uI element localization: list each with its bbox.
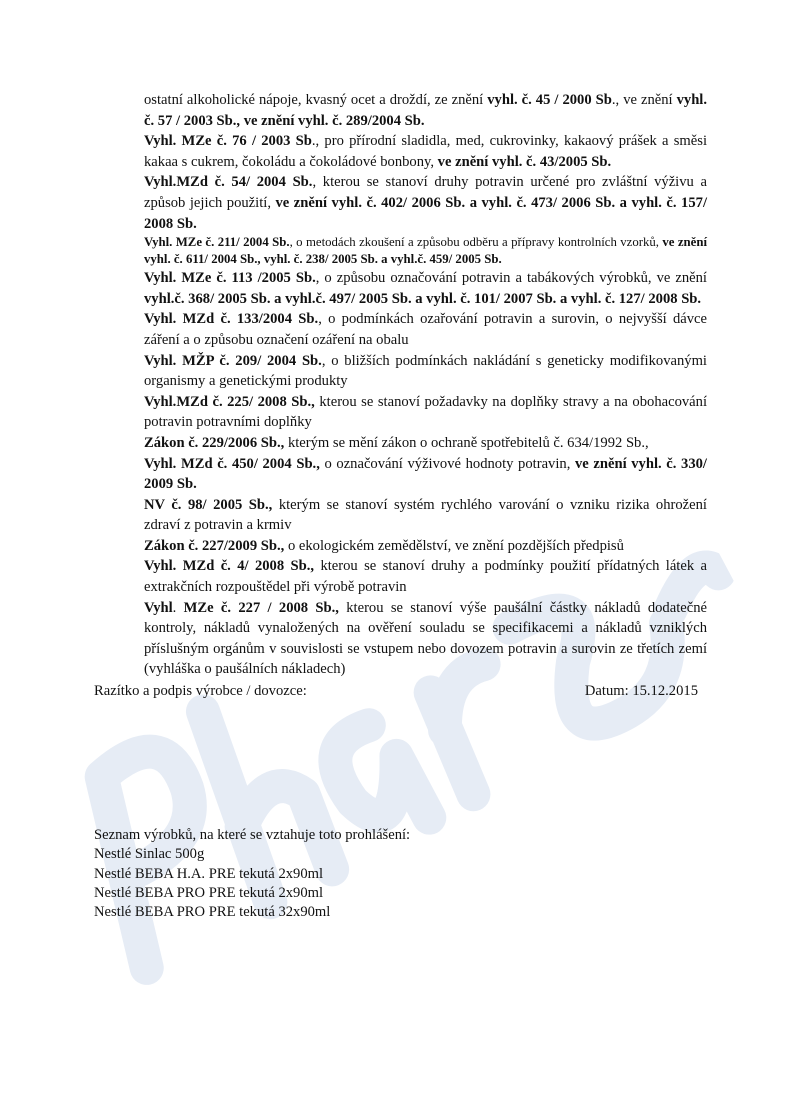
legislation-reference: vyhl. č. 45 / 2000 Sb	[487, 92, 612, 108]
legislation-text: kterou se stanoví požadavky na doplňky stravy a na obohacování potravin potravními doplňky	[144, 393, 708, 431]
legislation-text: , o metodách zkoušení a způsobu odběru a přípravy kontrolních vzorků,	[289, 235, 663, 250]
legislation-reference: MZe č. 227 / 2008 Sb.,	[183, 599, 339, 616]
date-label: Datum: 15.12.2015	[584, 683, 698, 699]
legislation-entry-mzd-54-2004	[144, 172, 707, 234]
legislation-entry-mze-113-2005	[144, 268, 707, 309]
legislation-reference: Vyhl. MZe č. 76 / 2003 Sb	[144, 133, 312, 150]
legislation-reference: ve znění vyhl. č. 611/ 2004 Sb., vyhl. č. 238/ 2005 Sb. a vyhl.č. 459/ 2005 Sb.	[144, 235, 707, 267]
legislation-entry-mze-211-2004	[144, 234, 707, 268]
legislation-text: o ekologickém zemědělství, ve znění pozdějších předpisů	[284, 537, 624, 554]
legislation-reference: ve znění vyhl. č. 330/ 2009 Sb.	[144, 455, 707, 493]
legislation-reference: Vyhl	[144, 599, 173, 616]
legislation-reference: Zákon č. 229/2006 Sb.,	[144, 434, 285, 451]
legislation-text: ostatní alkoholické nápoje, kvasný ocet a droždí, ze znění	[144, 92, 488, 108]
legislation-entry-zakon-227-2009	[144, 536, 707, 557]
product-list-heading: Seznam výrobků, na které se vztahuje toto prohlášení:	[94, 827, 411, 843]
legislation-text: kterou se stanoví druhy a podmínky použití přídatných látek a extrakčních rozpouštědel při výrobě potravin	[144, 558, 707, 596]
legislation-reference: Vyhl. MZe č. 113 /2005 Sb.	[144, 270, 316, 287]
legislation-entry-mzd-133-2004	[144, 309, 707, 350]
legislation-reference: Vyhl. MZd č. 133/2004 Sb.	[144, 311, 319, 328]
legislation-entry-mzp-209-2004	[144, 351, 707, 392]
legislation-entry-mze-76-2003	[144, 131, 707, 172]
legislation-reference: Vyhl. MZd č. 450/ 2004 Sb.,	[144, 455, 320, 472]
legislation-entry-zakon-229-2006	[144, 433, 707, 454]
legislation-text: kterým se mění zákon o ochraně spotřebitelů č. 634/1992 Sb.,	[284, 434, 649, 451]
signature-row	[94, 683, 704, 700]
product-item: Nestlé BEBA PRO PRE tekutá 2x90ml	[94, 884, 324, 901]
product-list	[94, 826, 410, 922]
legislation-text: , o podmínkách ozařování potravin a surovin, o nejvyšší dávce záření a o způsobu označení ozáření na obalu	[144, 311, 707, 348]
legislation-reference: vyhl.č. 368/ 2005 Sb. a vyhl.č. 497/ 2005 Sb. a vyhl. č. 101/ 2007 Sb. a vyhl. č. 127/ 2008 Sb.	[144, 290, 702, 307]
legislation-entry-mzd-225-2008	[144, 392, 707, 433]
legislation-text: ., ve znění	[611, 92, 677, 108]
legislation-entry-alcohol	[144, 90, 707, 131]
legislation-reference: ve znění vyhl. č. 43/2005 Sb.	[437, 153, 612, 170]
legislation-text: , o způsobu označování potravin a tabákových výrobků, ve znění	[315, 270, 707, 287]
legislation-reference: NV č. 98/ 2005 Sb.,	[144, 496, 273, 513]
legislation-reference: vyhl. č. 57 / 2003 Sb., ve znění vyhl. č. 289/2004 Sb.	[144, 92, 708, 129]
legislation-text: kterým se stanoví systém rychlého varování o vzniku rizika ohrožení zdraví z potravin a krmiv	[144, 496, 707, 534]
legislation-text: , o bližších podmínkách nakládání s geneticky modifikovanými organismy a genetickými produkty	[144, 352, 707, 390]
legislation-reference: Vyhl. MZe č. 211/ 2004 Sb.	[144, 235, 290, 250]
product-item: Nestlé Sinlac 500g	[94, 846, 205, 863]
legislation-entry-nv-98-2005	[144, 495, 707, 536]
stamp-signature-label: Razítko a podpis výrobce / dovozce:	[94, 683, 307, 699]
legislation-reference: ve znění vyhl. č. 402/ 2006 Sb. a vyhl. č. 473/ 2006 Sb. a vyhl. č. 157/ 2008 Sb.	[144, 194, 707, 232]
product-item: Nestlé BEBA H.A. PRE tekutá 2x90ml	[94, 865, 324, 882]
product-item: Nestlé BEBA PRO PRE tekutá 32x90ml	[94, 904, 331, 921]
legislation-reference: Vyhl. MZd č. 4/ 2008 Sb.,	[144, 558, 315, 575]
legislation-list	[144, 90, 707, 680]
legislation-reference: Vyhl.MZd č. 54/ 2004 Sb.	[144, 174, 313, 191]
legislation-reference: Vyhl. MŽP č. 209/ 2004 Sb.	[144, 352, 322, 369]
legislation-text: ., pro přírodní sladidla, med, cukrovinky, kakaový prášek a směsi kakaa s cukrem, čokoládu a čokoládové bonbony,	[144, 133, 707, 170]
legislation-entry-mze-227-2008	[144, 598, 707, 680]
legislation-reference: Vyhl.MZd č. 225/ 2008 Sb.,	[144, 393, 315, 410]
legislation-reference: Zákon č. 227/2009 Sb.,	[144, 537, 285, 554]
legislation-entry-mzd-450-2004	[144, 454, 707, 495]
legislation-text: o označování výživové hodnoty potravin,	[319, 455, 575, 472]
legislation-text: kterou se stanoví výše paušální částky nákladů dodatečné kontroly, nákladů vynaložených na ověření souladu se specifikacemi a nákladů vzniklých příslušným orgánům v souvislosti se vstupem nebo dovozem potravin a surovin ze třetích zemí (vyhláška o paušálních nákladech)	[144, 599, 707, 678]
legislation-entry-mzd-4-2008	[144, 556, 707, 597]
legislation-text: .	[172, 599, 184, 616]
legislation-text: , kterou se stanoví druhy potravin určené pro zvláštní výživu a způsob jejich použití,	[144, 174, 707, 211]
